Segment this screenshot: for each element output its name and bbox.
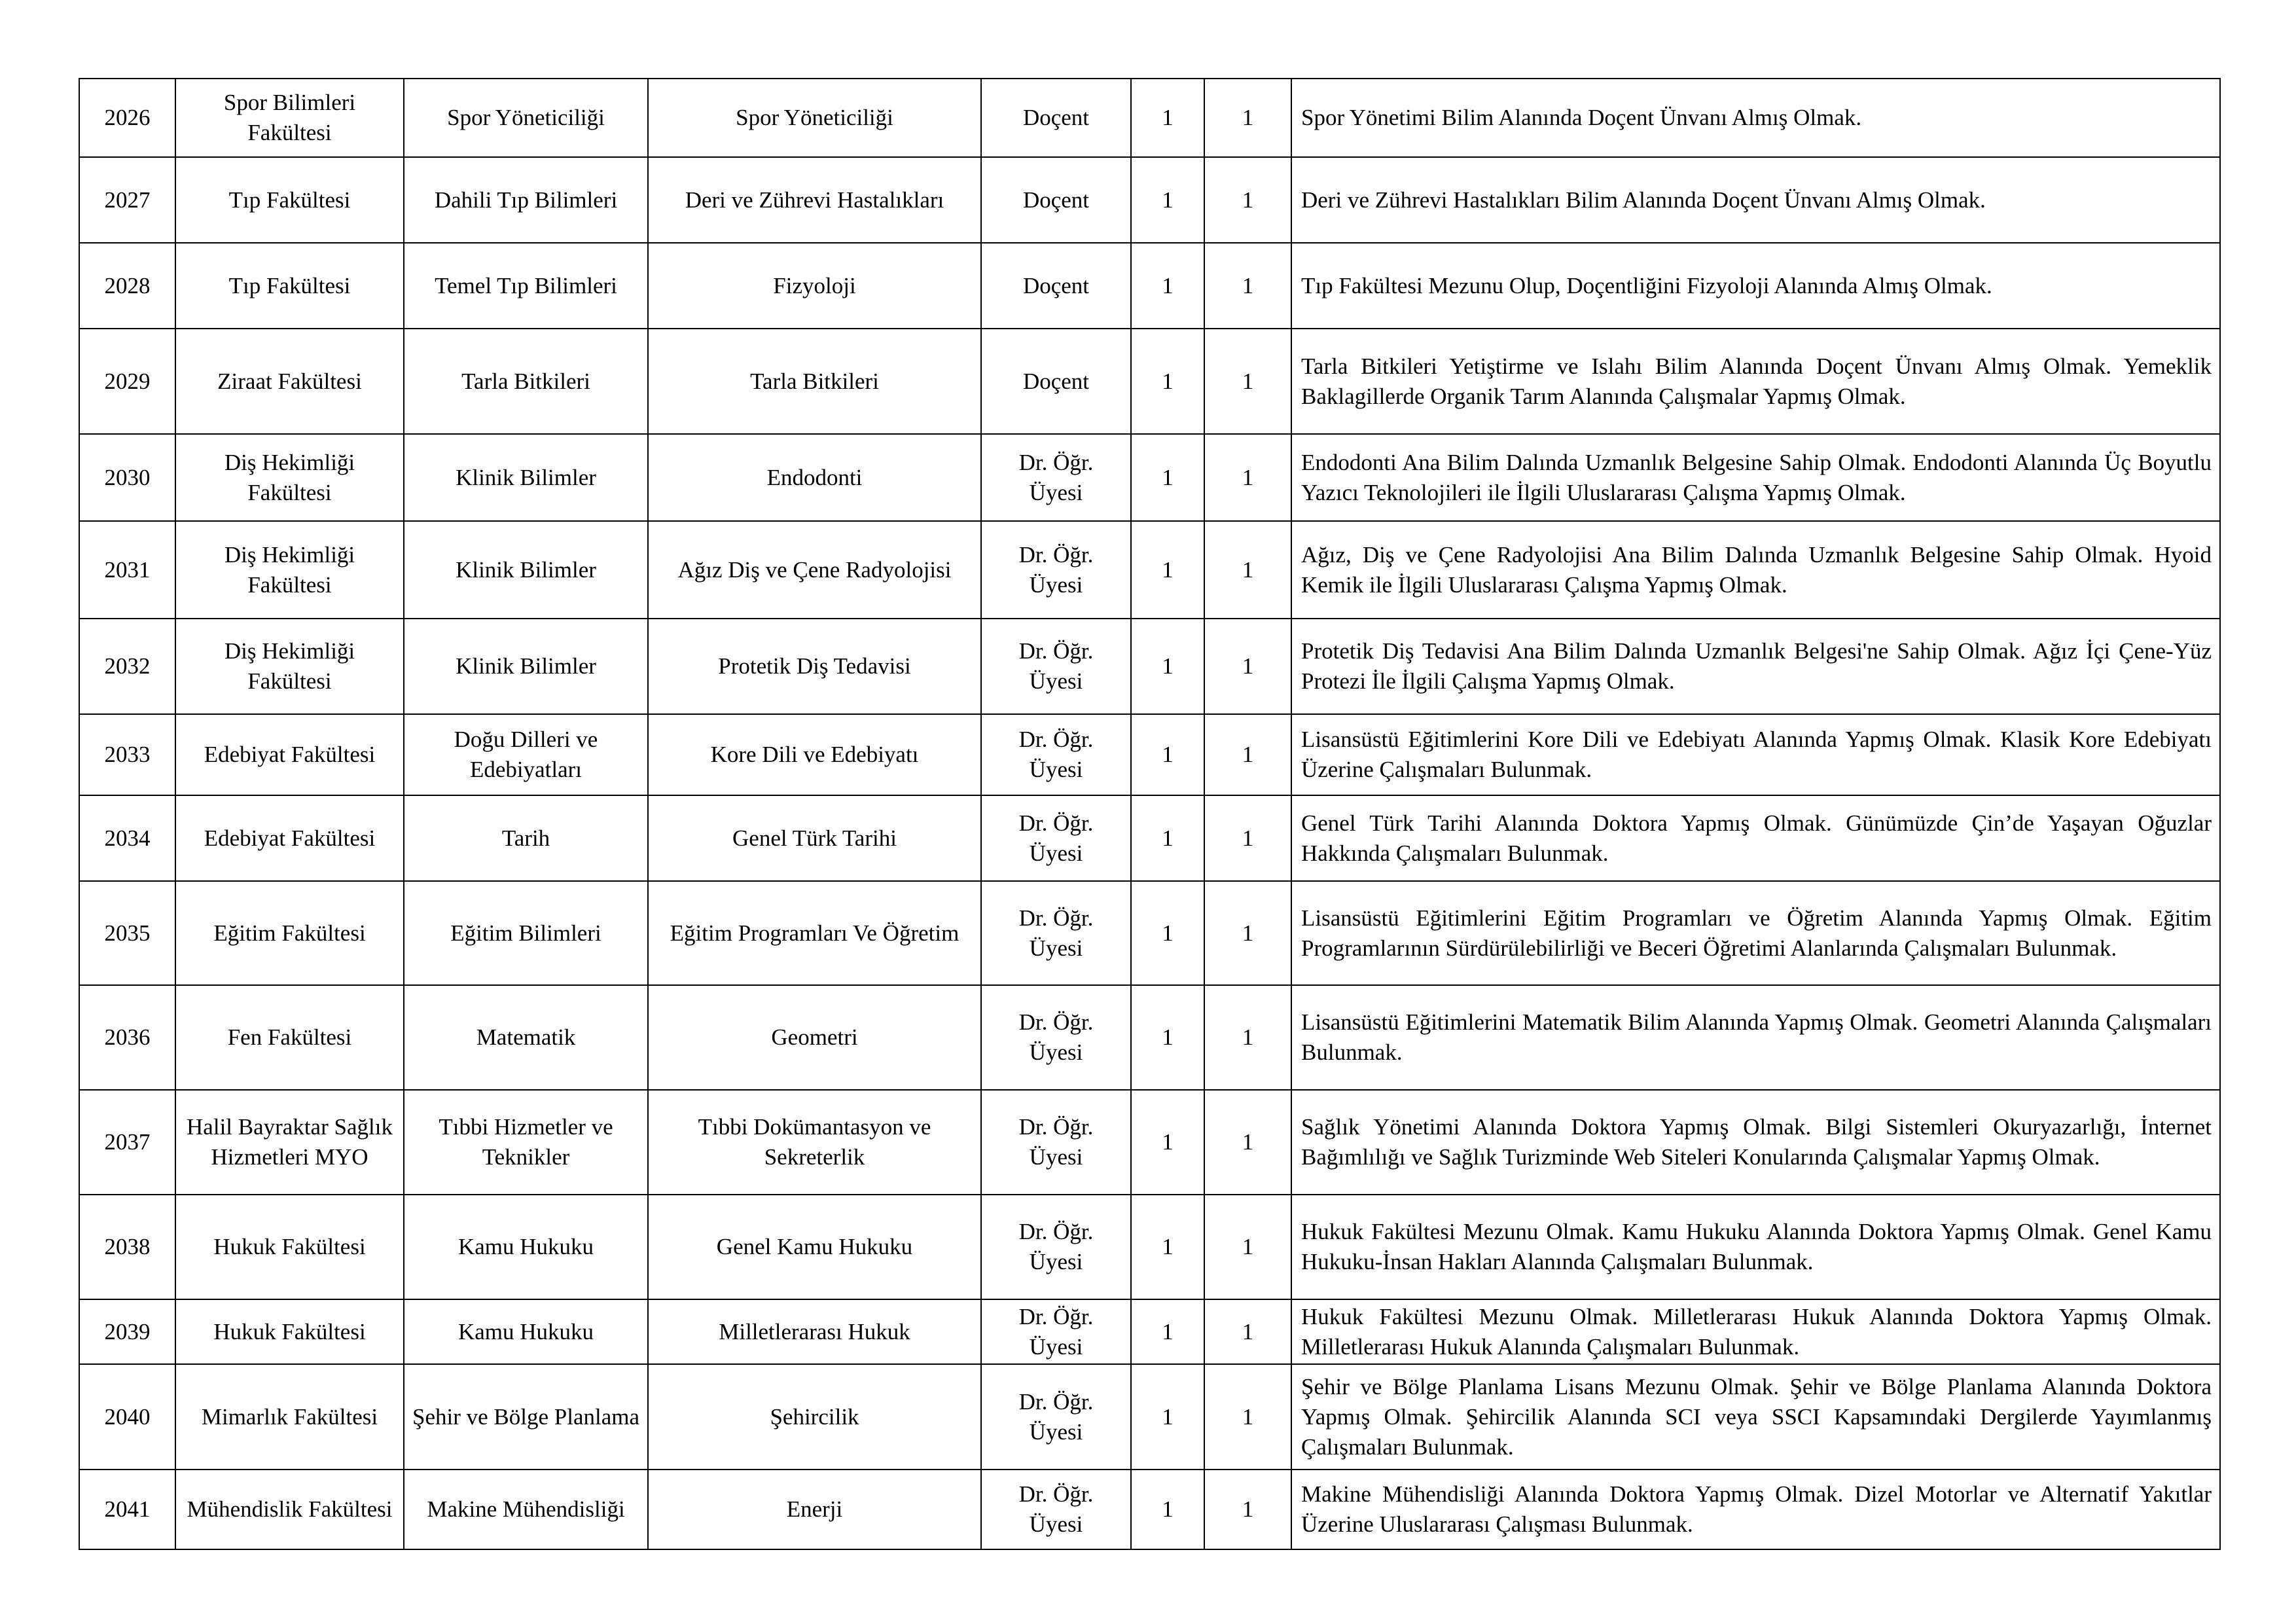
cell-program: Ağız Diş ve Çene Radyolojisi <box>648 521 981 619</box>
cell-faculty: Spor Bilimleri Fakültesi <box>175 79 404 157</box>
cell-requirement: Lisansüstü Eğitimlerini Kore Dili ve Edebiyatı Alanında Yapmış Olmak. Klasik Kore Edebiyatı Üzerine Çalışmaları Bulunmak. <box>1291 714 2220 795</box>
cell-requirement: Tarla Bitkileri Yetiştirme ve Islahı Bilim Alanında Doçent Ünvanı Almış Olmak. Yemeklik Baklagillerde Organik Tarım Alanında Çalışmalar Yapmış Olmak. <box>1291 329 2220 434</box>
cell-no: 2035 <box>79 881 175 985</box>
cell-department: Tarla Bitkileri <box>404 329 648 434</box>
table-row <box>79 1195 2220 1299</box>
cell-program: Geometri <box>648 985 981 1090</box>
cell-requirement: Sağlık Yönetimi Alanında Doktora Yapmış Olmak. Bilgi Sistemleri Okuryazarlığı, İnternet Bağımlılığı ve Sağlık Turizminde Web Siteleri Konularında Çalışmalar Yapmış Olmak. <box>1291 1090 2220 1195</box>
cell-count: 1 <box>1131 1195 1204 1299</box>
table-row <box>79 1299 2220 1364</box>
cell-department: Dahili Tıp Bilimleri <box>404 157 648 243</box>
cell-department: Spor Yöneticiliği <box>404 79 648 157</box>
cell-no: 2034 <box>79 795 175 881</box>
cell-no: 2031 <box>79 521 175 619</box>
cell-faculty: Edebiyat Fakültesi <box>175 714 404 795</box>
cell-no: 2040 <box>79 1364 175 1470</box>
cell-count: 1 <box>1131 434 1204 521</box>
cell-program: Tıbbi Dokümantasyon ve Sekreterlik <box>648 1090 981 1195</box>
cell-faculty: Fen Fakültesi <box>175 985 404 1090</box>
cell-no: 2041 <box>79 1470 175 1549</box>
cell-quota: 1 <box>1204 329 1291 434</box>
cell-faculty: Mühendislik Fakültesi <box>175 1470 404 1549</box>
cell-requirement: Tıp Fakültesi Mezunu Olup, Doçentliğini Fizyoloji Alanında Almış Olmak. <box>1291 243 2220 329</box>
cell-quota: 1 <box>1204 619 1291 714</box>
cell-department: Klinik Bilimler <box>404 434 648 521</box>
cell-department: Matematik <box>404 985 648 1090</box>
table-body <box>79 79 2220 1549</box>
cell-quota: 1 <box>1204 1195 1291 1299</box>
cell-title: Dr. Öğr. Üyesi <box>981 985 1131 1090</box>
cell-program: Fizyoloji <box>648 243 981 329</box>
cell-program: Genel Kamu Hukuku <box>648 1195 981 1299</box>
cell-quota: 1 <box>1204 434 1291 521</box>
cell-count: 1 <box>1131 1090 1204 1195</box>
cell-title: Doçent <box>981 157 1131 243</box>
cell-quota: 1 <box>1204 157 1291 243</box>
cell-quota: 1 <box>1204 1470 1291 1549</box>
cell-department: Makine Mühendisliği <box>404 1470 648 1549</box>
cell-program: Enerji <box>648 1470 981 1549</box>
cell-program: Eğitim Programları Ve Öğretim <box>648 881 981 985</box>
table-row <box>79 521 2220 619</box>
cell-department: Klinik Bilimler <box>404 521 648 619</box>
cell-no: 2033 <box>79 714 175 795</box>
cell-title: Dr. Öğr. Üyesi <box>981 434 1131 521</box>
cell-faculty: Tıp Fakültesi <box>175 243 404 329</box>
cell-title: Dr. Öğr. Üyesi <box>981 1299 1131 1364</box>
cell-faculty: Diş Hekimliği Fakültesi <box>175 434 404 521</box>
cell-program: Endodonti <box>648 434 981 521</box>
cell-faculty: Halil Bayraktar Sağlık Hizmetleri MYO <box>175 1090 404 1195</box>
cell-requirement: Hukuk Fakültesi Mezunu Olmak. Milletlerarası Hukuk Alanında Doktora Yapmış Olmak. Milletlerarası Hukuk Alanında Çalışmaları Bulunmak. <box>1291 1299 2220 1364</box>
cell-no: 2026 <box>79 79 175 157</box>
cell-faculty: Ziraat Fakültesi <box>175 329 404 434</box>
cell-department: Kamu Hukuku <box>404 1195 648 1299</box>
table-row <box>79 434 2220 521</box>
table-row <box>79 795 2220 881</box>
table-row <box>79 1470 2220 1549</box>
cell-title: Dr. Öğr. Üyesi <box>981 881 1131 985</box>
cell-count: 1 <box>1131 243 1204 329</box>
cell-department: Tıbbi Hizmetler ve Teknikler <box>404 1090 648 1195</box>
cell-faculty: Diş Hekimliği Fakültesi <box>175 521 404 619</box>
cell-requirement: Protetik Diş Tedavisi Ana Bilim Dalında Uzmanlık Belgesi'ne Sahip Olmak. Ağız İçi Çene-Yüz Protezi İle İlgili Çalışma Yapmış Olmak. <box>1291 619 2220 714</box>
table-row <box>79 881 2220 985</box>
cell-count: 1 <box>1131 1364 1204 1470</box>
cell-program: Genel Türk Tarihi <box>648 795 981 881</box>
cell-requirement: Deri ve Zührevi Hastalıkları Bilim Alanında Doçent Ünvanı Almış Olmak. <box>1291 157 2220 243</box>
table-row <box>79 1364 2220 1470</box>
cell-requirement: Lisansüstü Eğitimlerini Eğitim Programları ve Öğretim Alanında Yapmış Olmak. Eğitim Programlarının Sürdürülebilirliği ve Beceri Öğretimi Alanlarında Çalışmaları Bulunmak. <box>1291 881 2220 985</box>
cell-count: 1 <box>1131 985 1204 1090</box>
cell-department: Temel Tıp Bilimleri <box>404 243 648 329</box>
cell-department: Klinik Bilimler <box>404 619 648 714</box>
cell-faculty: Tıp Fakültesi <box>175 157 404 243</box>
cell-no: 2038 <box>79 1195 175 1299</box>
cell-requirement: Şehir ve Bölge Planlama Lisans Mezunu Olmak. Şehir ve Bölge Planlama Alanında Doktora Yapmış Olmak. Şehircilik Alanında SCI veya SSCI Kapsamındaki Dergilerde Yayımlanmış Çalışmaları Bulunmak. <box>1291 1364 2220 1470</box>
cell-count: 1 <box>1131 1470 1204 1549</box>
cell-quota: 1 <box>1204 243 1291 329</box>
table-row <box>79 329 2220 434</box>
cell-title: Dr. Öğr. Üyesi <box>981 1470 1131 1549</box>
table-row <box>79 1090 2220 1195</box>
cell-program: Protetik Diş Tedavisi <box>648 619 981 714</box>
cell-title: Dr. Öğr. Üyesi <box>981 795 1131 881</box>
cell-quota: 1 <box>1204 1299 1291 1364</box>
table-row <box>79 79 2220 157</box>
cell-count: 1 <box>1131 157 1204 243</box>
cell-program: Kore Dili ve Edebiyatı <box>648 714 981 795</box>
cell-faculty: Diş Hekimliği Fakültesi <box>175 619 404 714</box>
table-row <box>79 243 2220 329</box>
cell-count: 1 <box>1131 619 1204 714</box>
cell-program: Milletlerarası Hukuk <box>648 1299 981 1364</box>
cell-title: Dr. Öğr. Üyesi <box>981 714 1131 795</box>
cell-quota: 1 <box>1204 985 1291 1090</box>
cell-program: Spor Yöneticiliği <box>648 79 981 157</box>
cell-count: 1 <box>1131 521 1204 619</box>
cell-quota: 1 <box>1204 881 1291 985</box>
table-row <box>79 714 2220 795</box>
cell-requirement: Lisansüstü Eğitimlerini Matematik Bilim Alanında Yapmış Olmak. Geometri Alanında Çalışmaları Bulunmak. <box>1291 985 2220 1090</box>
cell-title: Doçent <box>981 243 1131 329</box>
cell-title: Doçent <box>981 329 1131 434</box>
cell-program: Deri ve Zührevi Hastalıkları <box>648 157 981 243</box>
cell-requirement: Makine Mühendisliği Alanında Doktora Yapmış Olmak. Dizel Motorlar ve Alternatif Yakıtlar Üzerine Uluslararası Çalışması Bulunmak. <box>1291 1470 2220 1549</box>
cell-faculty: Hukuk Fakültesi <box>175 1195 404 1299</box>
cell-department: Doğu Dilleri ve Edebiyatları <box>404 714 648 795</box>
cell-quota: 1 <box>1204 714 1291 795</box>
cell-count: 1 <box>1131 329 1204 434</box>
cell-title: Doçent <box>981 79 1131 157</box>
cell-faculty: Mimarlık Fakültesi <box>175 1364 404 1470</box>
cell-department: Şehir ve Bölge Planlama <box>404 1364 648 1470</box>
cell-no: 2029 <box>79 329 175 434</box>
cell-count: 1 <box>1131 79 1204 157</box>
cell-department: Eğitim Bilimleri <box>404 881 648 985</box>
cell-department: Kamu Hukuku <box>404 1299 648 1364</box>
cell-title: Dr. Öğr. Üyesi <box>981 619 1131 714</box>
table-row <box>79 985 2220 1090</box>
cell-title: Dr. Öğr. Üyesi <box>981 1090 1131 1195</box>
cell-requirement: Ağız, Diş ve Çene Radyolojisi Ana Bilim Dalında Uzmanlık Belgesine Sahip Olmak. Hyoid Kemik ile İlgili Uluslararası Çalışma Yapmış Olmak. <box>1291 521 2220 619</box>
cell-no: 2027 <box>79 157 175 243</box>
cell-no: 2039 <box>79 1299 175 1364</box>
cell-program: Şehircilik <box>648 1364 981 1470</box>
cell-no: 2036 <box>79 985 175 1090</box>
cell-quota: 1 <box>1204 1364 1291 1470</box>
table-row <box>79 619 2220 714</box>
cell-faculty: Edebiyat Fakültesi <box>175 795 404 881</box>
cell-faculty: Hukuk Fakültesi <box>175 1299 404 1364</box>
cell-quota: 1 <box>1204 1090 1291 1195</box>
cell-title: Dr. Öğr. Üyesi <box>981 1195 1131 1299</box>
cell-quota: 1 <box>1204 79 1291 157</box>
cell-department: Tarih <box>404 795 648 881</box>
cell-requirement: Hukuk Fakültesi Mezunu Olmak. Kamu Hukuku Alanında Doktora Yapmış Olmak. Genel Kamu Hukuku-İnsan Hakları Alanında Çalışmaları Bulunmak. <box>1291 1195 2220 1299</box>
cell-requirement: Spor Yönetimi Bilim Alanında Doçent Ünvanı Almış Olmak. <box>1291 79 2220 157</box>
cell-no: 2037 <box>79 1090 175 1195</box>
cell-title: Dr. Öğr. Üyesi <box>981 521 1131 619</box>
cell-count: 1 <box>1131 881 1204 985</box>
cell-no: 2030 <box>79 434 175 521</box>
table-row <box>79 157 2220 243</box>
cell-requirement: Endodonti Ana Bilim Dalında Uzmanlık Belgesine Sahip Olmak. Endodonti Alanında Üç Boyutlu Yazıcı Teknolojileri ile İlgili Uluslararası Çalışma Yapmış Olmak. <box>1291 434 2220 521</box>
cell-faculty: Eğitim Fakültesi <box>175 881 404 985</box>
cell-count: 1 <box>1131 1299 1204 1364</box>
cell-requirement: Genel Türk Tarihi Alanında Doktora Yapmış Olmak. Günümüzde Çin’de Yaşayan Oğuzlar Hakkında Çalışmaları Bulunmak. <box>1291 795 2220 881</box>
cell-count: 1 <box>1131 714 1204 795</box>
positions-table <box>79 78 2221 1550</box>
cell-no: 2028 <box>79 243 175 329</box>
cell-quota: 1 <box>1204 795 1291 881</box>
cell-count: 1 <box>1131 795 1204 881</box>
cell-program: Tarla Bitkileri <box>648 329 981 434</box>
cell-title: Dr. Öğr. Üyesi <box>981 1364 1131 1470</box>
cell-quota: 1 <box>1204 521 1291 619</box>
cell-no: 2032 <box>79 619 175 714</box>
